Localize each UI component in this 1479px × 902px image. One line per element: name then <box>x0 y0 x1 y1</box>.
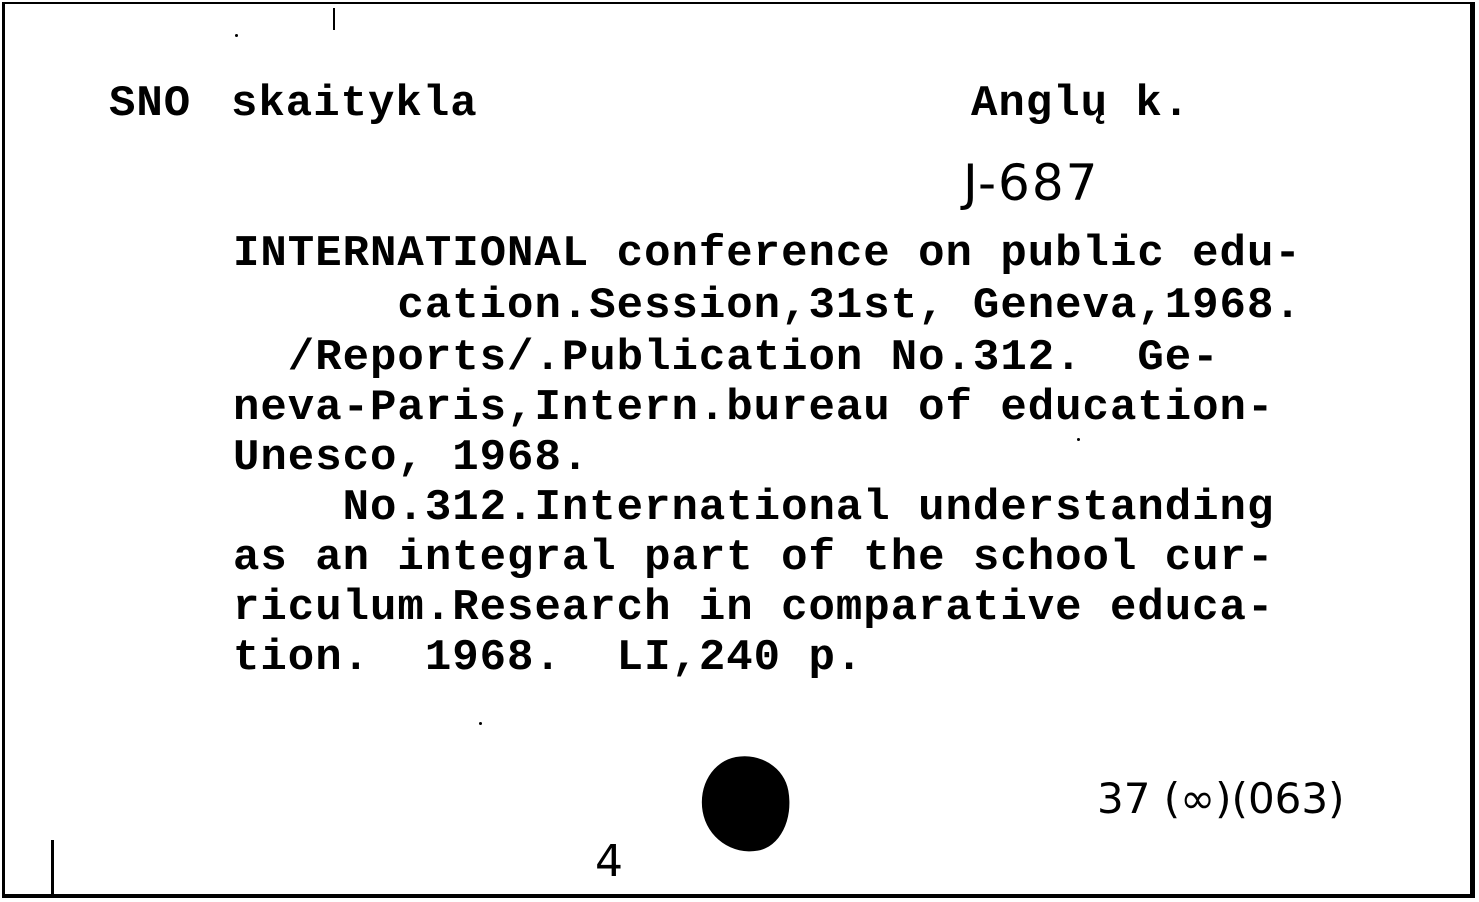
entry-line: /Reports/.Publication No.312. Ge- <box>233 333 1220 383</box>
catalog-card <box>2 2 1475 898</box>
left-edge-mark <box>51 840 54 894</box>
speck <box>235 34 238 37</box>
top-tick-mark <box>333 8 335 30</box>
entry-line: tion. 1968. LI,240 p. <box>233 633 864 683</box>
classification-number: 37 (∞)(063) <box>1097 774 1345 823</box>
bibliographic-entry <box>233 229 1433 692</box>
entry-line: INTERNATIONAL conference on public edu- <box>233 229 1302 279</box>
reading-room: skaitykla <box>231 79 478 129</box>
library-code: SNO <box>109 79 192 129</box>
copy-mark: 4 <box>595 836 623 887</box>
entry-line: as an integral part of the school cur- <box>233 533 1275 583</box>
entry-line: riculum.Research in comparative educa- <box>233 583 1275 633</box>
punch-hole <box>694 749 797 859</box>
call-number: J-687 <box>963 154 1100 212</box>
entry-line: No.312.International understanding <box>233 483 1275 533</box>
entry-line: neva-Paris,Intern.bureau of education- <box>233 383 1275 433</box>
entry-line: Unesco, 1968. <box>233 433 590 483</box>
speck <box>479 722 482 725</box>
entry-line: cation.Session,31st, Geneva,1968. <box>233 281 1302 331</box>
language-label: Anglų k. <box>971 79 1191 129</box>
